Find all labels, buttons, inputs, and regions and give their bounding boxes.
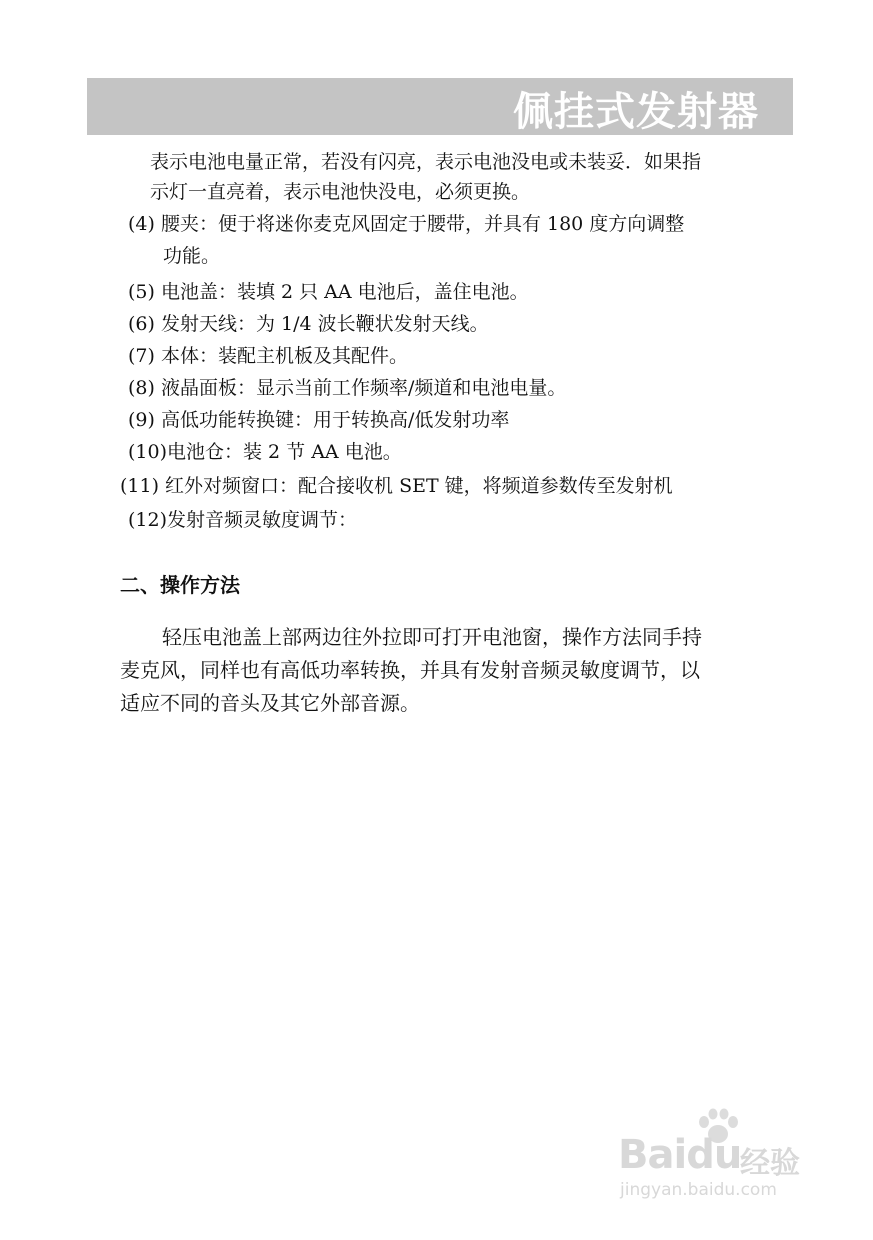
list-item: (10)电池仓：装 2 节 AA 电池。 <box>128 441 402 463</box>
header-bar <box>87 78 793 135</box>
list-item: (8) 液晶面板：显示当前工作频率/频道和电池电量。 <box>128 377 567 399</box>
text-line: 示灯一直亮着，表示电池快没电，必须更换。 <box>150 181 531 203</box>
baidu-watermark <box>600 1108 830 1208</box>
watermark-brand: Baidu <box>618 1132 742 1178</box>
paragraph-line: 适应不同的音头及其它外部音源。 <box>120 691 420 715</box>
list-item: (6) 发射天线：为 1/4 波长鞭状发射天线。 <box>128 313 489 335</box>
watermark-product: 经验 <box>740 1146 800 1181</box>
list-item: (11) 红外对频窗口：配合接收机 SET 键，将频道参数传至发射机 <box>120 475 673 497</box>
list-item: (12)发射音频灵敏度调节： <box>128 509 358 531</box>
list-item: (4) 腰夹：便于将迷你麦克风固定于腰带，并具有 180 度方向调整 <box>128 213 685 235</box>
paragraph-line: 轻压电池盖上部两边往外拉即可打开电池窗，操作方法同手持 <box>162 625 702 649</box>
list-item: (5) 电池盖：装填 2 只 AA 电池后，盖住电池。 <box>128 281 529 303</box>
list-item: (9) 高低功能转换键：用于转换高/低发射功率 <box>128 409 510 431</box>
page-title: 佩挂式发射器 <box>513 89 759 135</box>
text-line: 功能。 <box>163 245 221 267</box>
list-item: (7) 本体：装配主机板及其配件。 <box>128 345 408 367</box>
section-heading: 二、操作方法 <box>120 573 240 597</box>
paragraph-line: 麦克风，同样也有高低功率转换，并具有发射音频灵敏度调节，以 <box>120 658 700 682</box>
watermark-url: jingyan.baidu.com <box>620 1180 777 1200</box>
text-line: 表示电池电量正常，若没有闪亮，表示电池没电或未装妥．如果指 <box>150 151 702 173</box>
